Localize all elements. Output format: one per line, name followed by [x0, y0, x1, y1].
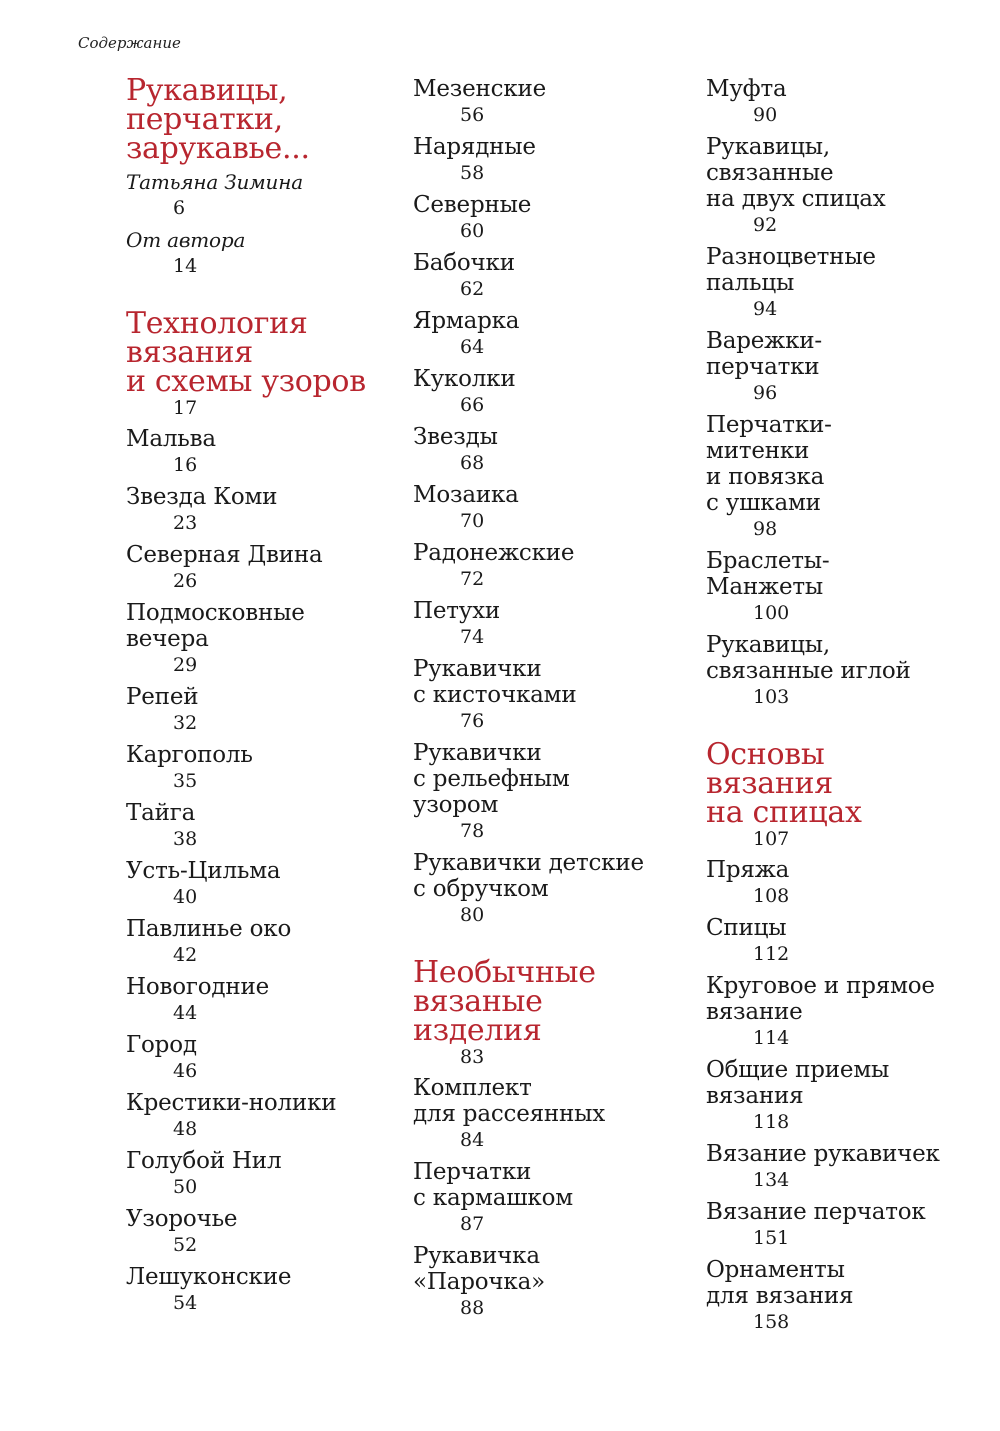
toc-entry[interactable] — [126, 227, 396, 279]
toc-entry[interactable] — [126, 742, 396, 794]
toc-entry-title: Перчатки- митенки и повязка с ушками — [706, 412, 832, 516]
toc-entry-title: Браслеты- Манжеты — [706, 548, 830, 600]
toc-entry-title: Рукавицы, связанные иглой — [706, 632, 911, 684]
toc-entry-title: Крестики-нолики — [126, 1090, 337, 1116]
toc-entry[interactable] — [126, 800, 396, 852]
toc-entry-page: 44 — [173, 1002, 198, 1024]
toc-entry-page: 48 — [173, 1118, 198, 1140]
toc-entry[interactable] — [413, 308, 703, 360]
toc-entry[interactable] — [413, 250, 703, 302]
section-heading: Необычные вязаные изделия — [413, 955, 596, 1048]
section-heading: Технология вязания и схемы узоров — [126, 306, 366, 399]
toc-entry-page: 151 — [753, 1227, 790, 1249]
toc-entry[interactable] — [126, 974, 396, 1026]
toc-entry-page: 54 — [173, 1292, 198, 1314]
toc-entry-page: 16 — [173, 454, 198, 476]
toc-entry-page: 88 — [460, 1297, 485, 1319]
toc-entry-title: Спицы — [706, 915, 787, 941]
toc-entry-title: Мезенские — [413, 76, 547, 102]
toc-entry-page: 98 — [753, 518, 778, 540]
toc-entry[interactable] — [413, 1075, 703, 1153]
toc-entry[interactable] — [126, 1090, 396, 1142]
toc-entry-title: Мозаика — [413, 482, 519, 508]
toc-entry-title: Вязание рукавичек — [706, 1141, 940, 1167]
toc-entry[interactable] — [706, 328, 996, 406]
toc-entry[interactable] — [413, 134, 703, 186]
toc-entry-title: Татьяна Зимина — [126, 170, 303, 194]
toc-entry-page: 29 — [173, 654, 198, 676]
toc-entry[interactable] — [413, 366, 703, 418]
toc-entry-title: Орнаменты для вязания — [706, 1257, 854, 1309]
toc-entry[interactable] — [126, 916, 396, 968]
toc-entry[interactable] — [413, 1243, 703, 1321]
toc-entry-page: 46 — [173, 1060, 198, 1082]
toc-entry-title: Муфта — [706, 76, 787, 102]
toc-entry[interactable] — [706, 1057, 996, 1135]
toc-entry-page: 90 — [753, 104, 778, 126]
toc-entry-title: Варежки- перчатки — [706, 328, 822, 380]
toc-column-3 — [706, 76, 996, 1335]
toc-entry-title: Город — [126, 1032, 197, 1058]
section-page-number: 83 — [460, 1046, 485, 1068]
toc-entry-title: Вязание перчаток — [706, 1199, 926, 1225]
toc-entry-page: 80 — [460, 904, 485, 926]
toc-entry-page: 100 — [753, 602, 790, 624]
toc-entry-title: Северная Двина — [126, 542, 323, 568]
toc-entry-page: 134 — [753, 1169, 790, 1191]
toc-entry-page: 70 — [460, 510, 485, 532]
toc-section — [413, 76, 703, 928]
toc-entry-title: Усть-Цильма — [126, 858, 281, 884]
toc-entry[interactable] — [126, 1206, 396, 1258]
toc-entry-title: Мальва — [126, 426, 216, 452]
toc-entry[interactable] — [413, 192, 703, 244]
toc-entry-title: Звезды — [413, 424, 498, 450]
toc-entry-title: Рукавичка «Парочка» — [413, 1243, 545, 1295]
toc-entry-title: Звезда Коми — [126, 484, 278, 510]
toc-entry[interactable] — [126, 426, 396, 478]
toc-entry[interactable] — [413, 540, 703, 592]
toc-entry-page: 108 — [753, 885, 790, 907]
toc-column-2 — [413, 76, 703, 1321]
toc-entry-page: 74 — [460, 626, 485, 648]
toc-entry-title: Разноцветные пальцы — [706, 244, 876, 296]
toc-entry[interactable] — [706, 973, 996, 1051]
toc-entry-title: Рукавички с кисточками — [413, 656, 577, 708]
toc-entry[interactable] — [413, 740, 703, 844]
toc-entry[interactable] — [126, 684, 396, 736]
toc-entry-page: 62 — [460, 278, 485, 300]
toc-entry[interactable] — [706, 412, 996, 542]
toc-entry[interactable] — [706, 1257, 996, 1335]
toc-entry-page: 64 — [460, 336, 485, 358]
toc-entry[interactable] — [413, 424, 703, 476]
running-head: Содержание — [78, 34, 181, 52]
toc-entry[interactable] — [706, 1141, 996, 1193]
section-heading: Рукавицы, перчатки, зарукавье... — [126, 73, 310, 166]
toc-entry-page: 6 — [173, 197, 186, 219]
toc-entry-title: Пряжа — [706, 857, 790, 883]
toc-entry-page: 78 — [460, 820, 485, 842]
toc-entry[interactable] — [706, 1199, 996, 1251]
toc-entry-page: 72 — [460, 568, 485, 590]
toc-entry[interactable] — [413, 1159, 703, 1237]
section-heading: Основы вязания на спицах — [706, 737, 862, 830]
toc-entry-title: Комплект для рассеянных — [413, 1075, 606, 1127]
toc-entry-page: 38 — [173, 828, 198, 850]
toc-entry-page: 60 — [460, 220, 485, 242]
toc-entry-page: 92 — [753, 214, 778, 236]
toc-entry-page: 76 — [460, 710, 485, 732]
toc-entry[interactable] — [413, 656, 703, 734]
toc-entry-title: Репей — [126, 684, 199, 710]
toc-entry[interactable] — [413, 598, 703, 650]
toc-entry-page: 103 — [753, 686, 790, 708]
toc-entry-title: Нарядные — [413, 134, 536, 160]
toc-entry-title: Общие приемы вязания — [706, 1057, 890, 1109]
toc-entry-page: 35 — [173, 770, 198, 792]
toc-entry-title: Перчатки с кармашком — [413, 1159, 573, 1211]
toc-entry[interactable] — [706, 244, 996, 322]
toc-entry-title: Бабочки — [413, 250, 515, 276]
toc-entry-page: 87 — [460, 1213, 485, 1235]
toc-entry-page: 58 — [460, 162, 485, 184]
toc-entry-page: 40 — [173, 886, 198, 908]
toc-entry-page: 84 — [460, 1129, 485, 1151]
toc-entry-title: Северные — [413, 192, 532, 218]
toc-entry-page: 94 — [753, 298, 778, 320]
toc-entry-page: 26 — [173, 570, 198, 592]
toc-entry-page: 23 — [173, 512, 198, 534]
toc-entry-page: 66 — [460, 394, 485, 416]
toc-entry[interactable] — [413, 482, 703, 534]
toc-entry-title: Тайга — [126, 800, 196, 826]
toc-entry-title: Рукавицы, связанные на двух спицах — [706, 134, 886, 212]
toc-entry-title: Круговое и прямое вязание — [706, 973, 935, 1025]
toc-entry-title: Голубой Нил — [126, 1148, 282, 1174]
toc-entry-title: Новогодние — [126, 974, 270, 1000]
toc-entry[interactable] — [126, 484, 396, 536]
toc-entry-title: Павлинье око — [126, 916, 292, 942]
toc-entry[interactable] — [706, 134, 996, 238]
toc-entry-title: Подмосковные вечера — [126, 600, 305, 652]
toc-entry-page: 52 — [173, 1234, 198, 1256]
toc-entry-page: 56 — [460, 104, 485, 126]
section-page-number: 17 — [173, 397, 198, 419]
toc-entry-page: 114 — [753, 1027, 790, 1049]
toc-entry-title: Узорочье — [126, 1206, 238, 1232]
toc-entry-page: 14 — [173, 255, 198, 277]
toc-section — [413, 955, 703, 1321]
toc-section — [706, 737, 996, 1335]
toc-entry-page: 42 — [173, 944, 198, 966]
toc-entry-title: Лешуконские — [126, 1264, 292, 1290]
toc-entry-title: От автора — [126, 228, 246, 252]
toc-entry-title: Ярмарка — [413, 308, 520, 334]
toc-section — [126, 73, 396, 279]
toc-entry[interactable] — [706, 857, 996, 909]
toc-column-1 — [126, 73, 396, 1316]
section-page-number: 107 — [753, 828, 790, 850]
toc-entry[interactable] — [126, 1264, 396, 1316]
toc-entry-title: Радонежские — [413, 540, 575, 566]
toc-entry-title: Рукавички с рельефным узором — [413, 740, 570, 818]
toc-entry-page: 96 — [753, 382, 778, 404]
toc-entry[interactable] — [413, 850, 703, 928]
toc-section — [126, 306, 396, 1316]
toc-entry[interactable] — [126, 169, 396, 221]
toc-entry-page: 32 — [173, 712, 198, 734]
toc-entry[interactable] — [706, 632, 996, 710]
toc-entry-page: 118 — [753, 1111, 790, 1133]
toc-entry-title: Каргополь — [126, 742, 253, 768]
toc-entry[interactable] — [706, 548, 996, 626]
toc-entry-page: 112 — [753, 943, 790, 965]
toc-entry[interactable] — [706, 915, 996, 967]
toc-entry-title: Петухи — [413, 598, 501, 624]
toc-entry[interactable] — [413, 76, 703, 128]
toc-entry-title: Рукавички детские с обручком — [413, 850, 644, 902]
toc-entry[interactable] — [126, 600, 396, 678]
toc-entry[interactable] — [706, 76, 996, 128]
toc-entry[interactable] — [126, 542, 396, 594]
toc-entry[interactable] — [126, 858, 396, 910]
toc-entry-page: 158 — [753, 1311, 790, 1333]
toc-entry[interactable] — [126, 1032, 396, 1084]
toc-section — [706, 76, 996, 710]
toc-entry-page: 50 — [173, 1176, 198, 1198]
toc-entry[interactable] — [126, 1148, 396, 1200]
toc-entry-title: Куколки — [413, 366, 516, 392]
toc-entry-page: 68 — [460, 452, 485, 474]
